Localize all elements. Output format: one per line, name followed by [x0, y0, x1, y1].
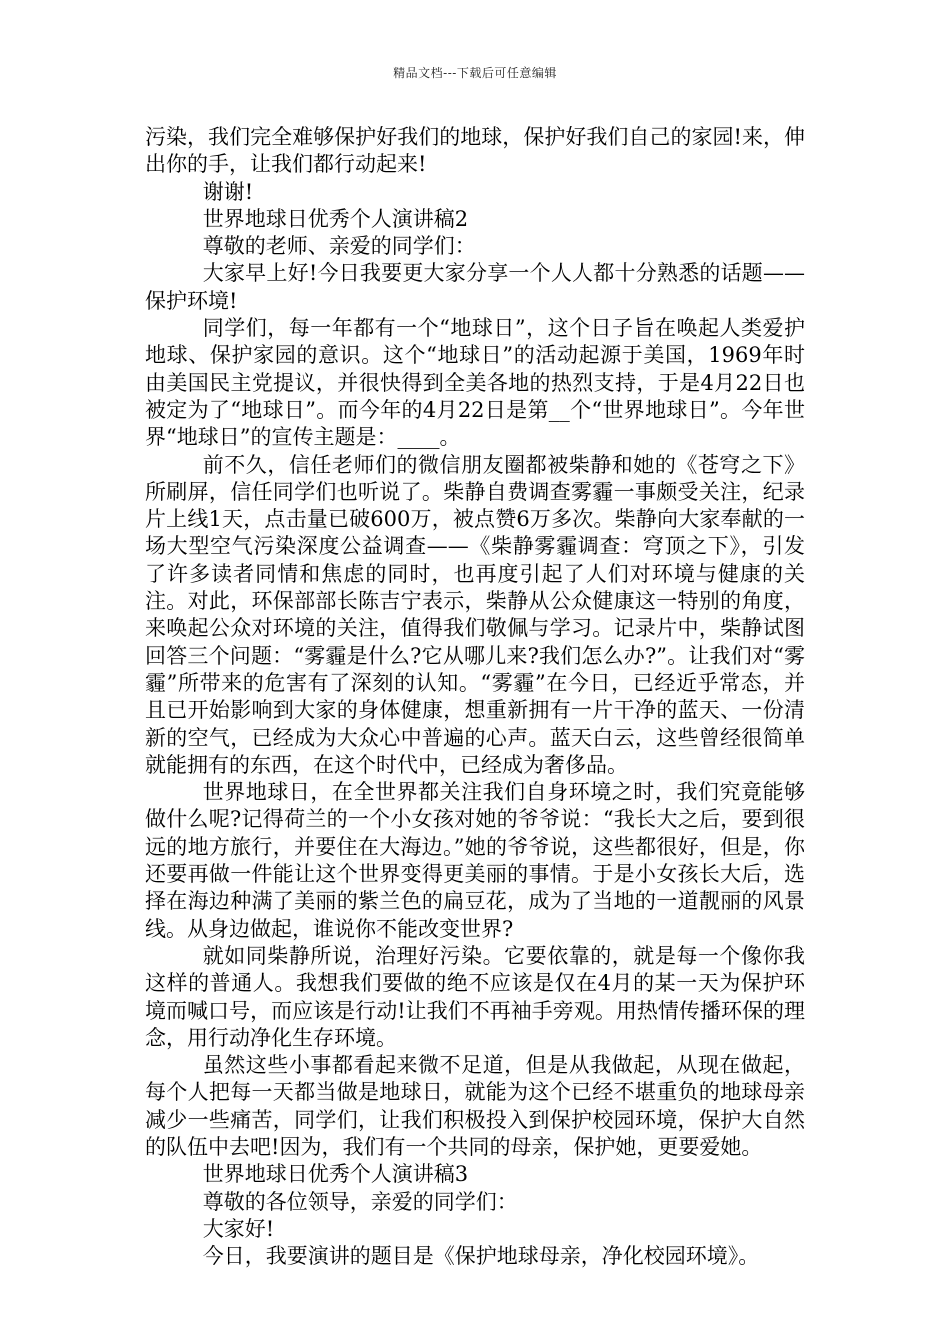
paragraph-start-from-me: 虽然这些小事都看起来微不足道，但是从我做起，从现在做起，每个人把每一天都当做是地球日，就能为这个已经不堪重负的地球母亲减少一些痛苦，同学们，让我们积极投入到保护校园环境，保护大自然的队伍中去吧!因为，我们有一个共同的母亲，保护她，更要爱她。 — [145, 1053, 805, 1159]
paragraph-greeting: 大家早上好!今日我要更大家分享一个人人都十分熟悉的话题——保护环境! — [145, 261, 805, 313]
paragraph-hello: 大家好! — [202, 1216, 275, 1241]
paragraph-take-action: 就如同柴静所说，治理好污染。它要依靠的，就是每一个像你我这样的普通人。我想我们要做的绝不应该是仅在4月的某一天为保护环境而喊口号，而应该是行动!让我们不再袖手旁观。用热情传播环保的理念，用行动净化生存环境。 — [145, 943, 805, 1050]
paragraph-earth-day-origin: 同学们，每一年都有一个“地球日”，这个日子旨在唤起人类爱护地球、保护家园的意识。这个“地球日”的活动起源于美国，1969年时由美国民主党提议，并很快得到全美各地的热烈支持，于是4月22日也被定为了“地球日”。而今年的4月22日是第__个“世界地球日”。今年世界“地球日”的宣传主题是：____。 — [145, 316, 805, 450]
paragraph-thanks: 谢谢! — [202, 179, 254, 204]
page-header: 精品文档---下载后可任意编辑 — [393, 66, 557, 80]
paragraph-little-girl-story: 世界地球日，在全世界都关注我们自身环境之时，我们究竟能够做什么呢?记得荷兰的一个小女孩对她的爷爷说：“我长大之后，要到很远的地方旅行，并要住在大海边。”她的爷爷说，这些都很好，但是，你还要再做一件能让这个世界变得更美丽的事情。于是小女孩长大后，选择在海边种满了美丽的紫兰色的扁豆花，成为了当地的一道靓丽的风景线。从身边做起，谁说你不能改变世界? — [145, 780, 805, 941]
section-title-speech-3: 世界地球日优秀个人演讲稿3 — [202, 1162, 469, 1187]
salutation-teachers-students: 尊敬的老师、亲爱的同学们： — [202, 234, 476, 259]
document-body — [145, 124, 805, 1270]
section-title-speech-2: 世界地球日优秀个人演讲稿2 — [202, 206, 469, 231]
paragraph-under-the-dome: 前不久，信任老师们的微信朋友圈都被柴静和她的《苍穹之下》所刷屏，信任同学们也听说了。柴静自费调查雾霾一事颇受关注，纪录片上线1天，点击量已破600万，被点赞6万多次。柴静向大家奉献的一场大型空气污染深度公益调查——《柴静雾霾调查：穹顶之下》，引发了许多读者同情和焦虑的同时，也再度引起了人们对环境与健康的关注。对此，环保部部长陈吉宁表示，柴静从公众健康这一特别的角度，来唤起公众对环境的关注，值得我们敬佩与学习。记录片中，柴静试图回答三个问题：“雾霾是什么?它从哪儿来?我们怎么办?”。让我们对“雾霾”所带来的危害有了深刻的认知。“雾霾”在今日，已经近乎常态，并且已开始影响到大家的身体健康，想重新拥有一片干净的蓝天、一份清新的空气，已经成为大众心中普遍的心声。蓝天白云，这些曾经很简单就能拥有的东西，在这个时代中，已经成为奢侈品。 — [145, 452, 805, 777]
salutation-leaders-students: 尊敬的各位领导，亲爱的同学们： — [202, 1189, 518, 1214]
paragraph-speech-topic: 今日，我要演讲的题目是《保护地球母亲，净化校园环境》。 — [202, 1244, 760, 1269]
paragraph-continuation: 污染，我们完全难够保护好我们的地球，保护好我们自己的家园!来，伸出你的手，让我们都行动起来! — [145, 125, 805, 177]
